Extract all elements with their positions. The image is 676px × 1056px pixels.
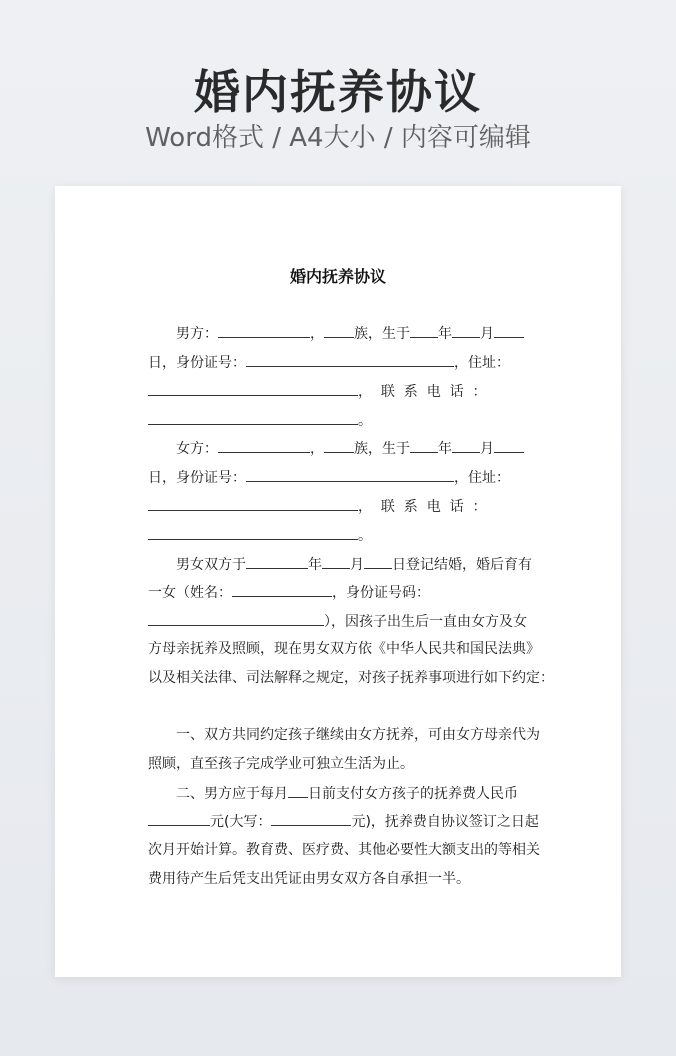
capital-amount-label: 元(大写：	[210, 814, 272, 830]
male-line-2	[148, 352, 528, 373]
day-id-label: 日，身份证号：	[148, 470, 246, 486]
marriage-day-blank[interactable]	[364, 554, 392, 569]
amount-blank[interactable]	[148, 811, 210, 826]
clause-1-line-2: 照顾，直至孩子完成学业可独立生活为止。	[148, 756, 414, 772]
intro-line-2	[148, 582, 528, 603]
comma: ，	[310, 441, 324, 457]
marriage-month-blank[interactable]	[322, 554, 350, 569]
child-name-label: 一女（姓名：	[148, 585, 232, 601]
address-label: ，住址：	[454, 470, 510, 486]
male-phone-blank[interactable]	[148, 410, 358, 425]
male-address-blank[interactable]	[148, 381, 358, 396]
male-birth-year-blank[interactable]	[410, 323, 438, 338]
male-line-1	[148, 323, 528, 344]
female-line-4	[148, 525, 528, 546]
year-label: 年	[438, 441, 452, 457]
clause-text: 二、男方应于每月	[176, 786, 288, 802]
child-name-blank[interactable]	[232, 582, 332, 597]
female-line-2	[148, 467, 528, 488]
intro-line-3	[148, 611, 528, 632]
intro-line-1	[148, 554, 532, 575]
female-birth-month-blank[interactable]	[452, 438, 480, 453]
clause-text: 日前支付女方孩子的抚养费人民币	[308, 786, 518, 802]
document-title: 婚内抚养协议	[289, 267, 386, 286]
clause-text: 元)，抚养费自协议签订之日起	[351, 814, 539, 830]
female-address-blank[interactable]	[148, 496, 358, 511]
month-label: 月	[480, 326, 494, 342]
female-birth-day-blank[interactable]	[494, 438, 524, 453]
child-id-label: ，身份证号码：	[332, 585, 430, 601]
day-id-label: 日，身份证号：	[148, 355, 246, 371]
male-label: 男方：	[176, 326, 218, 342]
male-ethnicity-blank[interactable]	[324, 323, 354, 338]
document-page	[55, 186, 621, 977]
intro-line-5: 以及相关法律、司法解释之规定，对孩子抚养事项进行如下约定：	[148, 670, 554, 686]
intro-text: ），因孩子出生后一直由女方及女	[324, 614, 527, 630]
female-id-blank[interactable]	[246, 467, 454, 482]
male-id-blank[interactable]	[246, 352, 454, 367]
period: 。	[358, 528, 372, 544]
period: 。	[358, 413, 372, 429]
intro-line-4: 方母亲抚养及照顾，现在男女双方依《中华人民共和国民法典》	[148, 641, 540, 657]
male-line-3	[148, 381, 528, 402]
female-line-1	[148, 438, 528, 459]
male-line-4	[148, 410, 528, 431]
female-phone-blank[interactable]	[148, 525, 358, 540]
page-title: 婚内抚养协议	[194, 65, 482, 119]
intro-text: 男女双方于	[176, 557, 246, 573]
month-label: 月	[480, 441, 494, 457]
phone-label: ， 联 系 电 话 ：	[358, 499, 487, 515]
clause-2-line-3: 次月开始计算。教育费、医疗费、其他必要性大额支出的等相关	[148, 842, 540, 858]
clause-1-line-1: 一、双方共同约定孩子继续由女方抚养，可由女方母亲代为	[176, 727, 540, 743]
month-label: 月	[350, 557, 364, 573]
female-label: 女方：	[176, 441, 218, 457]
clause-2-line-4: 费用待产生后凭支出凭证由男女双方各自承担一半。	[148, 871, 470, 887]
comma: ，	[310, 326, 324, 342]
clause-2-line-2	[148, 811, 539, 832]
male-name-blank[interactable]	[218, 323, 310, 338]
phone-label: ， 联 系 电 话 ：	[358, 384, 487, 400]
capital-amount-blank[interactable]	[271, 811, 351, 826]
male-birth-day-blank[interactable]	[494, 323, 524, 338]
female-name-blank[interactable]	[218, 438, 310, 453]
ethnicity-born-label: 族，生于	[354, 326, 410, 342]
year-label: 年	[438, 326, 452, 342]
ethnicity-born-label: 族，生于	[354, 441, 410, 457]
address-label: ，住址：	[454, 355, 510, 371]
marriage-year-blank[interactable]	[246, 554, 308, 569]
female-ethnicity-blank[interactable]	[324, 438, 354, 453]
male-birth-month-blank[interactable]	[452, 323, 480, 338]
child-id-blank[interactable]	[148, 611, 324, 626]
intro-text: 日登记结婚，婚后育有	[392, 557, 532, 573]
page-subtitle: Word格式 / A4大小 / 内容可编辑	[145, 123, 531, 153]
clause-2-line-1	[148, 783, 528, 804]
payment-day-blank[interactable]	[288, 783, 308, 798]
year-label: 年	[308, 557, 322, 573]
female-birth-year-blank[interactable]	[410, 438, 438, 453]
female-line-3	[148, 496, 528, 517]
